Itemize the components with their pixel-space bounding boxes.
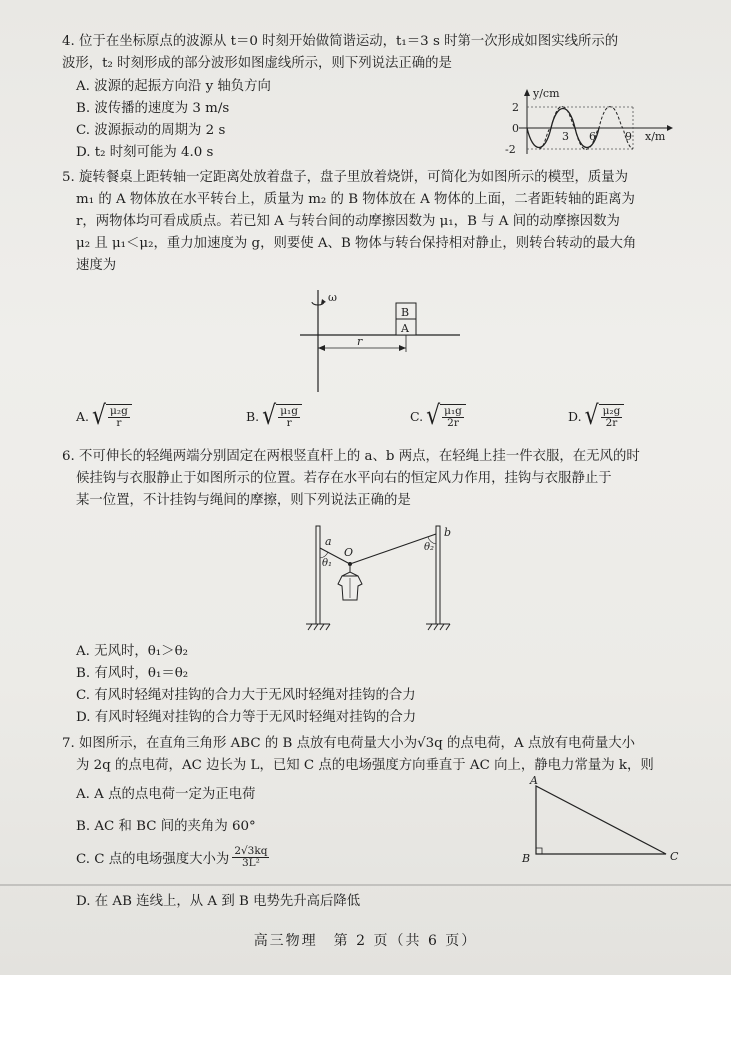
q7-option-b: B. AC 和 BC 间的夹角为 60° (76, 819, 256, 834)
q4-option-c: C. 波源振动的周期为 2 s (76, 123, 226, 138)
q5-option-c: C. √ $\frac{\text{μ₁g}}{2r}$ (410, 404, 466, 429)
q4-tick-x3: 3 (562, 130, 569, 143)
q4-tick-x9: 9 (625, 130, 632, 143)
q6-label-b: b (444, 526, 452, 539)
q4-tick-y2: 2 (512, 101, 519, 114)
q4-stem-line1: 4. 位于在坐标原点的波源从 t＝0 时刻开始做简谐运动，t₁＝3 s 时第一次形成如图实线所示的 (62, 34, 619, 49)
q5-block-a: A (401, 322, 409, 335)
q6-stem-line3: 某一位置，不计挂钩与绳间的摩擦，则下列说法正确的是 (76, 493, 411, 508)
q4-wave-graph (505, 88, 675, 160)
q6-stem-line1: 6. 不可伸长的轻绳两端分别固定在两根竖直杆上的 a、b 两点，在轻绳上挂一件衣服，在无风的时 (62, 449, 640, 464)
q7-stem-line1: 7. 如图所示，在直角三角形 ABC 的 B 点放有电荷量大小为√3q 的点电荷，A 点放有电荷量大小 (62, 736, 635, 751)
q6-stem-line2: 候挂钩与衣服静止于如图所示的位置。若存在水平向右的恒定风力作用，挂钩与衣服静止于 (76, 471, 612, 486)
q5-block-b: B (401, 306, 410, 319)
q4-option-d: D. t₂ 时刻可能为 4.0 s (76, 145, 214, 160)
q7-vertex-b: B (522, 852, 531, 865)
q4-ylabel: y/cm (533, 87, 560, 100)
q7-option-d: D. 在 AB 连线上，从 A 到 B 电势先升高后降低 (76, 894, 361, 909)
q6-theta2: θ₂ (424, 542, 435, 553)
q4-xlabel: x/m (645, 130, 666, 143)
q5-stem-line2: m₁ 的 A 物体放在水平转台上，质量为 m₂ 的 B 物体放在 A 物体的上面，二者距转轴的距离为 (76, 192, 635, 207)
q7-option-c: C. C 点的电场强度大小为 $\frac{2√3kq}{\text{3L²}}$ (76, 845, 268, 869)
q4-option-b: B. 波传播的速度为 3 m/s (76, 101, 230, 116)
q6-theta1: θ₁ (322, 558, 333, 569)
q5-omega: ω (328, 291, 337, 304)
q5-option-d: D. √ $\frac{\text{μ₂g}}{2r}$ (568, 404, 624, 429)
q5-stem-line1: 5. 旋转餐桌上距转轴一定距离处放着盘子，盘子里放着烧饼，可简化为如图所示的模型，质量为 (62, 170, 629, 185)
q5-stem-line5: 速度为 (76, 258, 117, 273)
q5-option-a: A. √ $\frac{\text{μ₂g}}{r}$ (76, 404, 132, 429)
q5-option-b: B. √ $\frac{\text{μ₁g}}{r}$ (246, 404, 302, 429)
q4-tick-x6: 6 (589, 130, 596, 143)
page-footer: 高三物理 第 2 页（共 6 页） (253, 933, 478, 949)
q5-stem-line4: μ₂ 且 μ₁＜μ₂，重力加速度为 g，则要使 A、B 物体与转台保持相对静止，则转台转动的最大角 (76, 236, 637, 251)
q6-option-a: A. 无风时，θ₁＞θ₂ (76, 644, 188, 659)
q6-label-o: O (344, 546, 354, 559)
q4-tick-y0: 0 (512, 122, 519, 135)
q6-option-b: B. 有风时，θ₁＝θ₂ (76, 666, 189, 681)
q7-vertex-a: A (530, 774, 538, 787)
q4-option-a: A. 波源的起振方向沿 y 轴负方向 (76, 79, 271, 94)
q7-stem-line2: 为 2q 的点电荷，AC 边长为 L，已知 C 点的电场强度方向垂直于 AC 向上，静电力常量为 k，则 (76, 758, 654, 773)
q7-vertex-c: C (670, 850, 679, 863)
q6-option-c: C. 有风时轻绳对挂钩的合力大于无风时轻绳对挂钩的合力 (76, 688, 416, 703)
q6-option-d: D. 有风时轻绳对挂钩的合力等于无风时轻绳对挂钩的合力 (76, 710, 417, 725)
q6-clothesline-figure (300, 518, 470, 634)
q7-triangle-figure (512, 774, 682, 865)
q5-stem-line3: r，两物体均可看成质点。若已知 A 与转台间的动摩擦因数为 μ₁，B 与 A 间的动摩擦因数为 (76, 214, 620, 229)
q5-turntable-figure (300, 288, 470, 396)
q5-r-label: r (357, 335, 363, 348)
q7-option-a: A. A 点的点电荷一定为正电荷 (76, 787, 256, 802)
q4-tick-yneg2: -2 (505, 143, 516, 156)
q4-stem-line2: 波形，t₂ 时刻形成的部分波形如图虚线所示，则下列说法正确的是 (62, 56, 452, 71)
q6-label-a: a (325, 535, 332, 548)
